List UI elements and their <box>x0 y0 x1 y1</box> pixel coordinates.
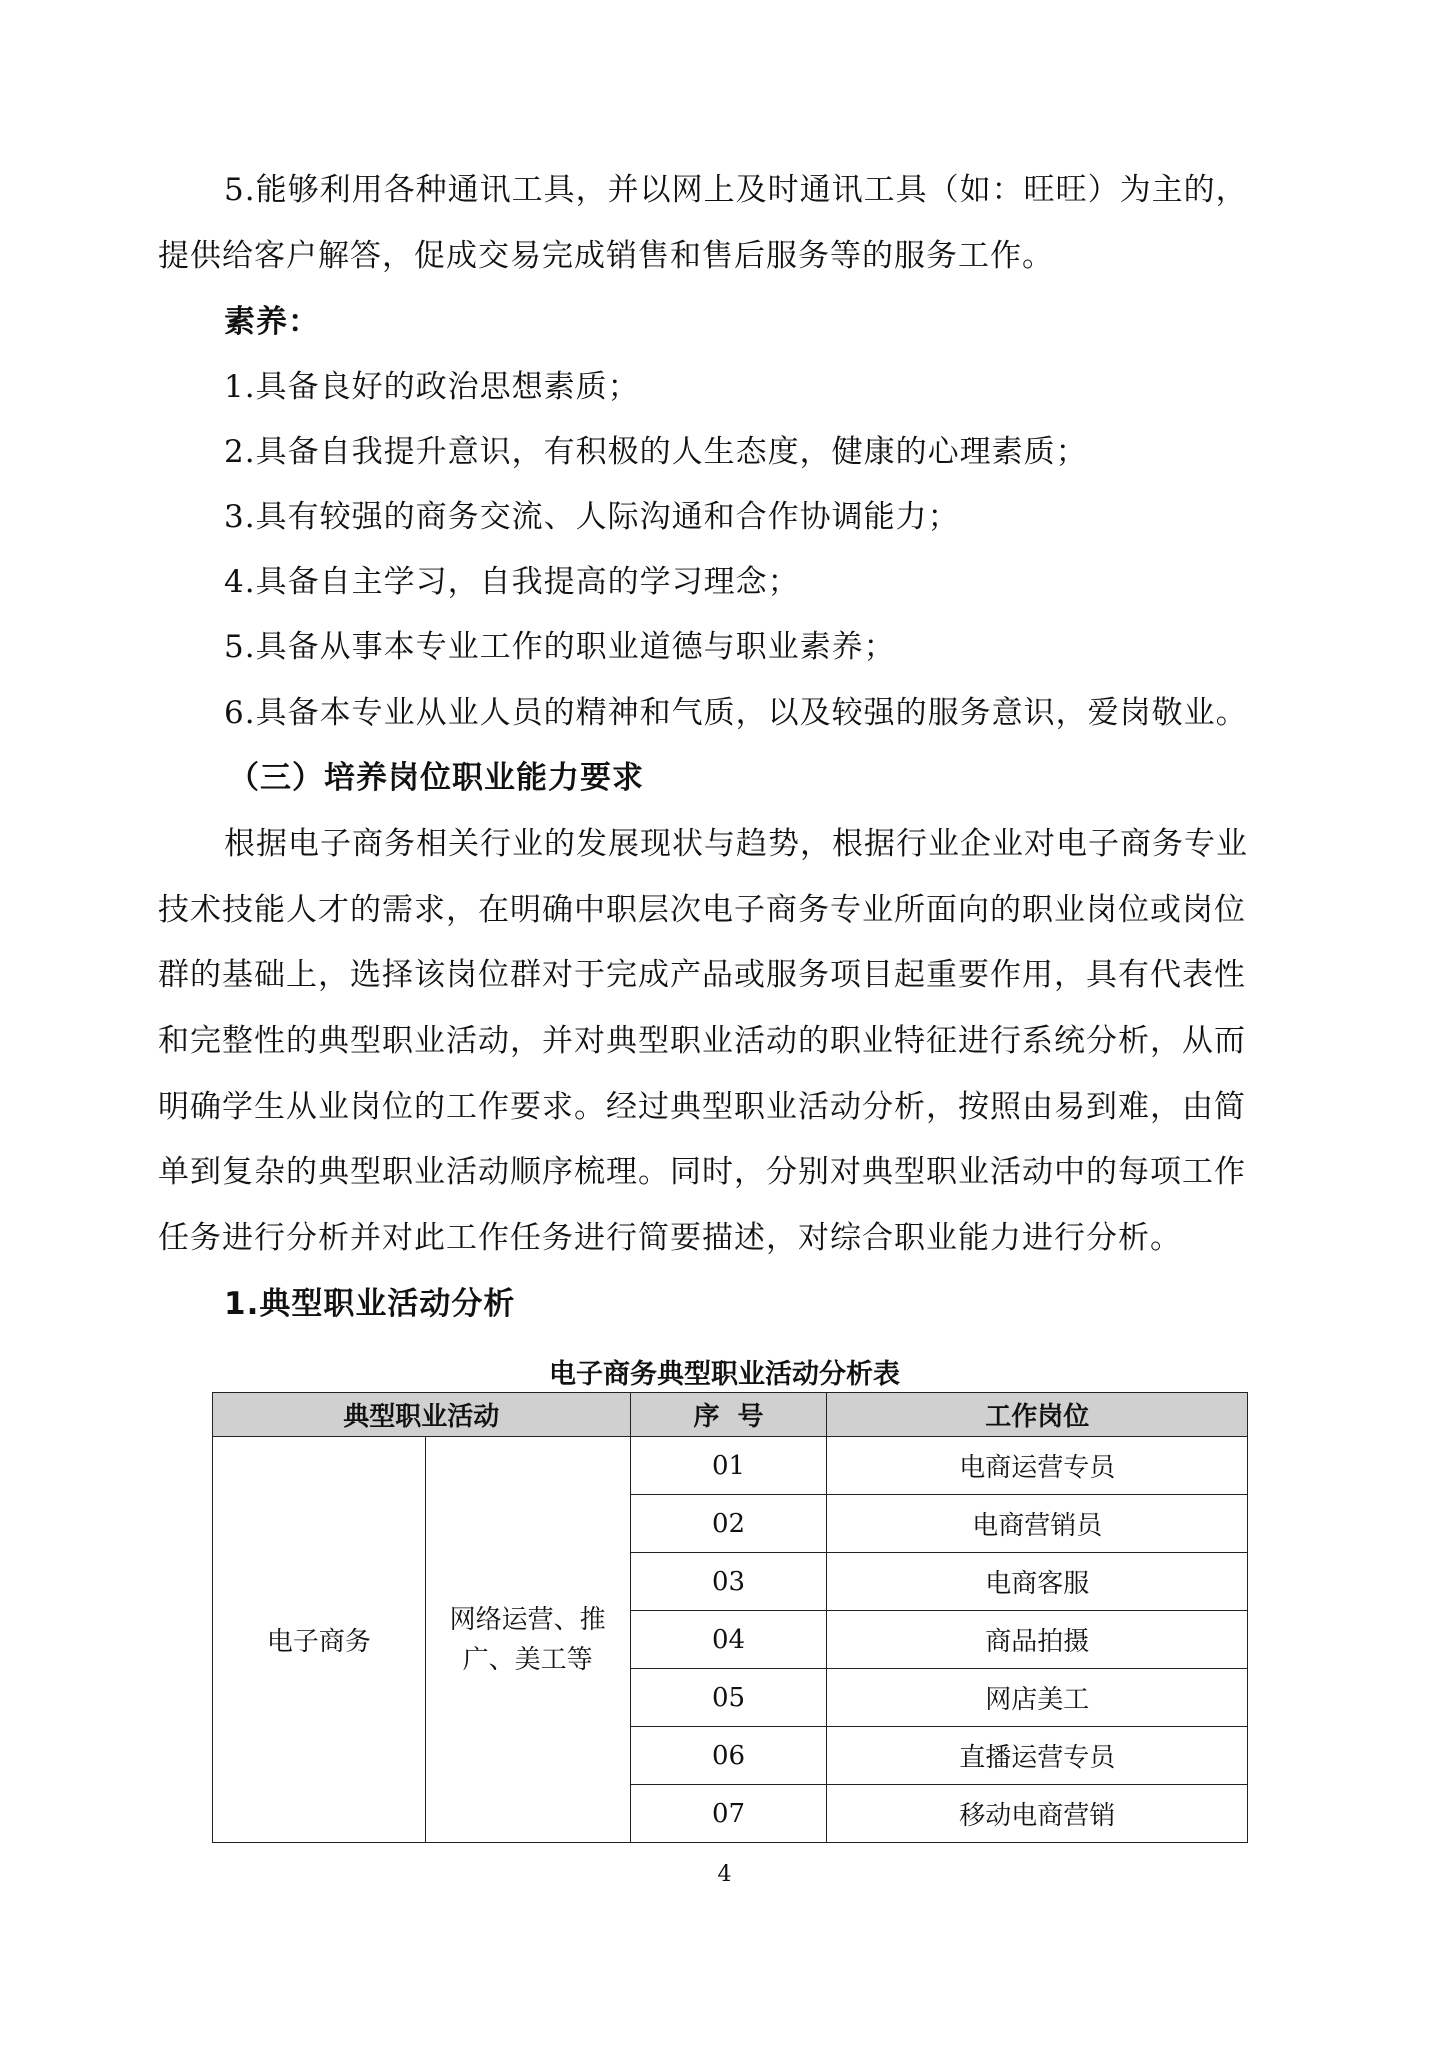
paragraph-line: 明确学生从业岗位的工作要求。经过典型职业活动分析，按照由易到难，由简 <box>158 1089 1246 1125</box>
header-activity: 典型职业活动 <box>213 1393 631 1437</box>
number-cell: 01 <box>630 1437 827 1495</box>
post-cell: 网店美工 <box>827 1669 1248 1727</box>
number-cell: 07 <box>630 1785 827 1843</box>
list-item: 6.具备本专业从业人员的精神和气质，以及较强的服务意识，爱岗敬业。 <box>224 695 1248 731</box>
paragraph-line: 5.能够利用各种通讯工具，并以网上及时通讯工具（如：旺旺）为主的， <box>224 172 1248 208</box>
section-heading: 素养： <box>224 304 320 340</box>
header-post: 工作岗位 <box>827 1393 1248 1437</box>
paragraph-line: 任务进行分析并对此工作任务进行简要描述，对综合职业能力进行分析。 <box>158 1220 1182 1256</box>
sub-activity-line: 广、美工等 <box>462 1644 593 1675</box>
post-cell: 电商营销员 <box>827 1495 1248 1553</box>
page-number: 4 <box>717 1862 732 1887</box>
post-cell: 电商客服 <box>827 1553 1248 1611</box>
post-cell: 商品拍摄 <box>827 1611 1248 1669</box>
paragraph-line: 群的基础上，选择该岗位群对于完成产品或服务项目起重要作用，具有代表性 <box>158 957 1246 993</box>
post-cell: 电商运营专员 <box>827 1437 1248 1495</box>
section-heading: 1.典型职业活动分析 <box>224 1286 516 1322</box>
paragraph-line: 根据电子商务相关行业的发展现状与趋势，根据行业企业对电子商务专业 <box>224 826 1248 862</box>
paragraph-line: 单到复杂的典型职业活动顺序梳理。同时，分别对典型职业活动中的每项工作 <box>158 1154 1246 1190</box>
list-item: 5.具备从事本专业工作的职业道德与职业素养； <box>224 629 896 665</box>
section-heading: （三）培养岗位职业能力要求 <box>228 760 644 796</box>
list-item: 1.具备良好的政治思想素质； <box>224 369 640 405</box>
paragraph-line: 技术技能人才的需求，在明确中职层次电子商务专业所面向的职业岗位或岗位 <box>158 892 1246 928</box>
number-cell: 06 <box>630 1727 827 1785</box>
list-item: 4.具备自主学习，自我提高的学习理念； <box>224 564 800 600</box>
paragraph-line: 和完整性的典型职业活动，并对典型职业活动的职业特征进行系统分析，从而 <box>158 1023 1246 1059</box>
header-number: 序 号 <box>630 1393 827 1437</box>
sub-activity-cell <box>425 1437 630 1843</box>
list-item: 2.具备自我提升意识，有积极的人生态度，健康的心理素质； <box>224 434 1088 470</box>
table-header-row <box>213 1393 1248 1437</box>
post-cell: 直播运营专员 <box>827 1727 1248 1785</box>
number-cell: 03 <box>630 1553 827 1611</box>
activity-table <box>212 1392 1248 1843</box>
table-row <box>213 1437 1248 1495</box>
activity-cell: 电子商务 <box>213 1437 426 1843</box>
post-cell: 移动电商营销 <box>827 1785 1248 1843</box>
table-caption: 电子商务典型职业活动分析表 <box>549 1359 900 1390</box>
number-cell: 05 <box>630 1669 827 1727</box>
sub-activity-line: 网络运营、推 <box>449 1604 606 1635</box>
list-item: 3.具有较强的商务交流、人际沟通和合作协调能力； <box>224 499 960 535</box>
number-cell: 02 <box>630 1495 827 1553</box>
paragraph-line: 提供给客户解答，促成交易完成销售和售后服务等的服务工作。 <box>158 238 1054 274</box>
number-cell: 04 <box>630 1611 827 1669</box>
